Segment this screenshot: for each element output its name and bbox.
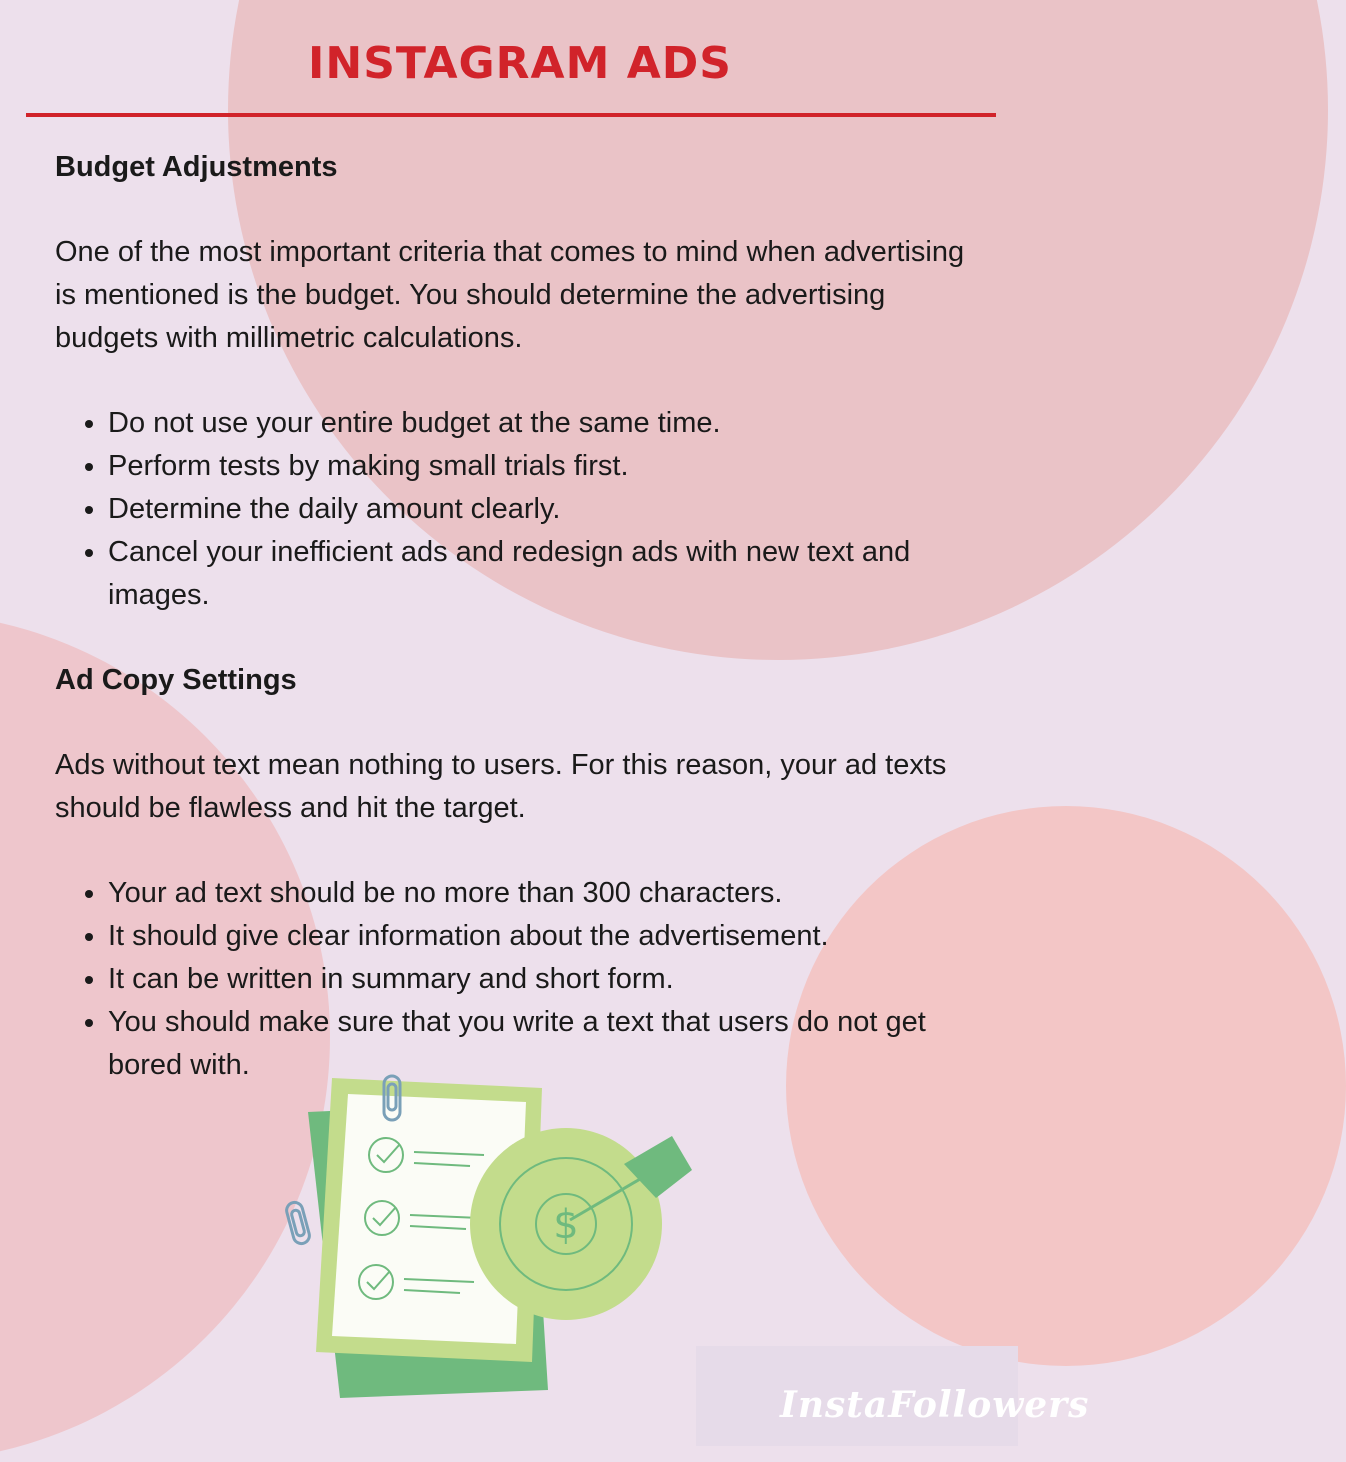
section-paragraph: Ads without text mean nothing to users. For this reason, your ad texts should be flawless and hit the target. [55, 749, 947, 824]
list-item: • It should give clear information about the advertisement. [108, 915, 975, 958]
checklist-target-illustration [280, 1060, 720, 1410]
svg-text:$: $ [553, 1202, 579, 1248]
list-item: • Do not use your entire budget at the same time. [108, 402, 975, 445]
list-item: • It can be written in summary and short form. [108, 958, 975, 1001]
section-budget-adjustments [55, 146, 975, 617]
list-item: • Your ad text should be no more than 300 characters. [108, 872, 975, 915]
section-heading: Budget Adjustments [55, 151, 338, 183]
list-item: • Perform tests by making small trials first. [108, 445, 975, 488]
list-item: • Cancel your inefficient ads and redesign ads with new text and images. [108, 531, 975, 617]
paperclip-icon [285, 1201, 311, 1246]
bullet-list [55, 402, 975, 617]
section-ad-copy-settings [55, 659, 975, 1087]
page-title: INSTAGRAM ADS [308, 38, 732, 89]
section-heading: Ad Copy Settings [55, 664, 297, 696]
dollar-icon [553, 1202, 578, 1248]
brand-name: InstaFollowers [780, 1384, 1090, 1426]
list-item: • You should make sure that you write a text that users do not get bored with. [108, 1001, 975, 1087]
title-divider [26, 113, 996, 117]
article-body [55, 146, 975, 1087]
section-paragraph: One of the most important criteria that comes to mind when advertising is mentioned is the budget. You should determine the advertising budgets with millimetric calculations. [55, 236, 965, 354]
list-item: • Determine the daily amount clearly. [108, 488, 975, 531]
bullet-list [55, 872, 975, 1087]
